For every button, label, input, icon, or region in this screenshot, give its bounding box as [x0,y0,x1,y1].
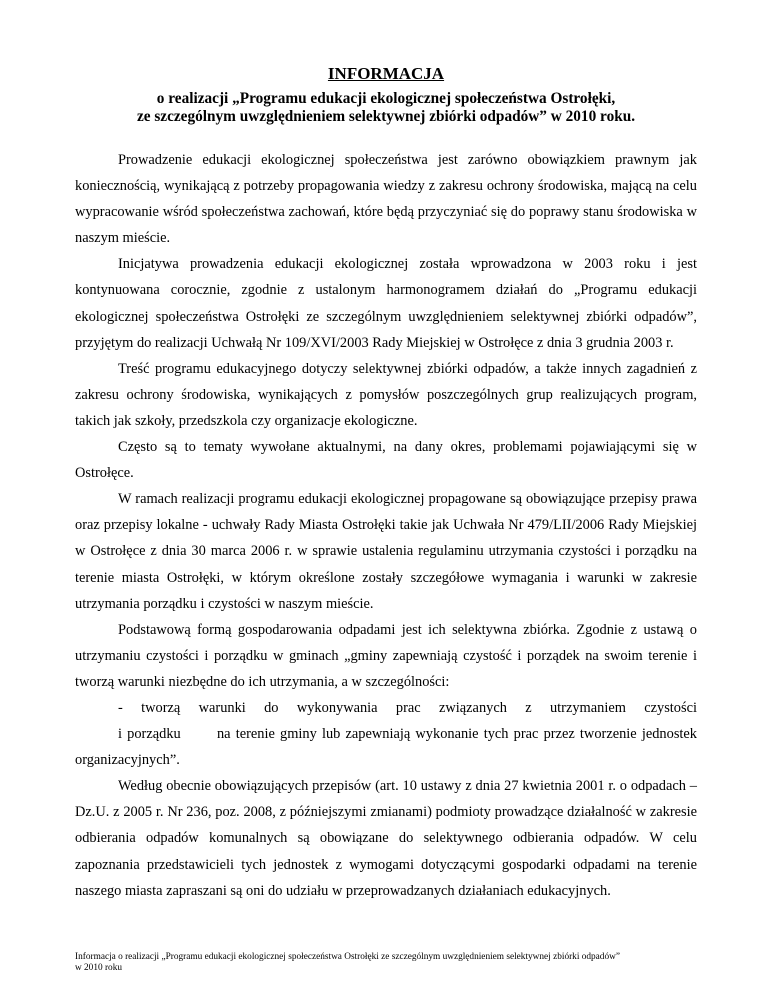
paragraph: Często są to tematy wywołane aktualnymi, na dany okres, problemami pojawiającymi się w Ostrołęce. [75,439,697,482]
list-item-line-2 [75,721,697,773]
document-title: INFORMACJA [327,64,445,83]
paragraph: Inicjatywa prowadzenia edukacji ekologicznej została wprowadzona w 2003 roku i jest kontynuowana corocznie, zgodnie z ustalonym harmonogramem działań do „Programu edukacji ekologicznej społeczeństwa Ostrołęki ze szczególnym uwzględnieniem selektywnej zbiórki odpadów”, przyjętym do realizacji Uchwałą Nr 109/XVI/2003 Rady Miejskiej w Ostrołęce z dnia 3 grudnia 2003 r. [75,256,697,351]
list-item-start: i porządku [118,726,181,743]
subtitle-line-1: o realizacji „Programu edukacji ekologicznej społeczeństwa Ostrołęki, [156,90,616,107]
paragraph: Podstawową formą gospodarowania odpadami jest ich selektywna zbiórka. Zgodnie z ustawą o utrzymaniu czystości i porządku w gminach „gminy zapewniają czystość i porządek na swoim terenie i tworzą warunki niezbędne do ich utrzymania, a w szczególności: [75,621,697,690]
footer-line-2: w 2010 roku [75,963,122,973]
document-page [75,64,697,904]
paragraph: Prowadzenie edukacji ekologicznej społeczeństwa jest zarówno obowiązkiem prawnym jak koniecznością, wynikającą z potrzeby propagowania wiedzy z zakresu ochrony środowiska, mającą na celu wypracowanie wśród społeczeństwa zachowań, które będą przyczyniać się do poprawy stanu środowiska w naszym mieście. [75,152,697,247]
list-item-rest: na terenie gminy lub zapewniają wykonanie tych prac przez tworzenie jednostek organizacyjnych”. [75,726,697,769]
paragraph: W ramach realizacji programu edukacji ekologicznej propagowane są obowiązujące przepisy prawa oraz przepisy lokalne - uchwały Rady Miasta Ostrołęki takie jak Uchwała Nr 479/LII/2006 Rady Miejskiej w Ostrołęce z dnia 30 marca 2006 r. w sprawie ustalenia regulaminu utrzymania czystości i porządku na terenie miasta Ostrołęki, w którym określone zostały szczegółowe wymagania i warunki w zakresie utrzymania porządku i czystości w naszym mieście. [75,491,697,612]
footer-line-1: Informacja o realizacji „Programu edukacji ekologicznej społeczeństwa Ostrołęki ze szczególnym uwzględnieniem selektywnej zbiórki odpadów” [75,952,620,962]
subtitle-line-2: ze szczególnym uwzględnieniem selektywnej zbiórki odpadów” w 2010 roku. [136,108,636,125]
document-subtitle [75,90,697,126]
list-item-line-1: - tworzą warunki do wykonywania prac związanych z utrzymaniem czystości [118,699,697,716]
document-body [75,147,697,904]
paragraph: Według obecnie obowiązujących przepisów (art. 10 ustawy z dnia 27 kwietnia 2001 r. o odpadach – Dz.U. z 2005 r. Nr 236, poz. 2008, z późniejszymi zmianami) podmioty prowadzące działalność w zakresie odbierania odpadów komunalnych są obowiązane do selektywnego odbierania odpadów. W celu zapoznania przedstawicieli tych jednostek z wymogami dotyczącymi gospodarki odpadami na terenie naszego miasta zapraszani są oni do udziału w przeprowadzanych działaniach edukacyjnych. [75,778,697,899]
page-footer [75,952,697,974]
paragraph: Treść programu edukacyjnego dotyczy selektywnej zbiórki odpadów, a także innych zagadnień z zakresu ochrony środowiska, wynikających z pomysłów poszczególnych grup realizujących program, takich jak szkoły, przedszkola czy organizacje ekologiczne. [75,360,697,429]
